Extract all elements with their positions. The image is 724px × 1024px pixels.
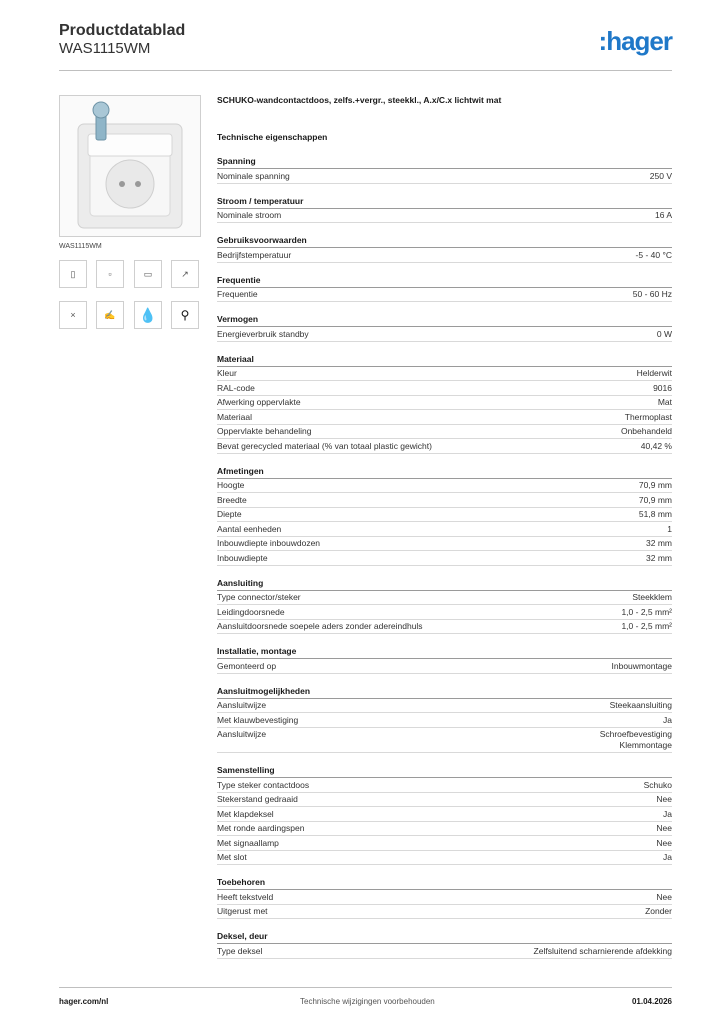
spec-section	[217, 686, 672, 754]
section-title: Toebehoren	[217, 877, 672, 890]
spec-label: Type deksel	[217, 945, 263, 956]
section-title: Aansluiting	[217, 578, 672, 591]
spec-section	[217, 354, 672, 454]
spec-value: Steekaansluiting	[609, 700, 672, 710]
spec-value: Nee	[656, 794, 672, 804]
plug-icon: ▫	[96, 260, 124, 288]
spec-label: Aansluitdoorsnede soepele aders zonder adereindhuls	[217, 621, 423, 631]
spec-row	[217, 209, 672, 224]
spec-section	[217, 156, 672, 184]
spec-value: 0 W	[656, 328, 672, 339]
spec-label: Hoogte	[217, 480, 245, 490]
spec-label: Nominale stroom	[217, 210, 282, 220]
spec-section	[217, 466, 672, 566]
header-divider	[59, 70, 672, 71]
spec-row	[217, 508, 672, 523]
spec-row	[217, 728, 672, 754]
spec-label: Bedrijfstemperatuur	[217, 249, 292, 260]
spec-value: 70,9 mm	[638, 480, 672, 490]
spec-row	[217, 793, 672, 808]
spec-row	[217, 248, 672, 263]
spec-value: Zonder	[645, 906, 672, 916]
spec-section	[217, 235, 672, 263]
spec-value: Nee	[656, 837, 672, 848]
spec-label: Aansluitwijze	[217, 729, 267, 739]
spec-section	[217, 275, 672, 303]
clip-icon: ▯	[59, 260, 87, 288]
spec-label: Kleur	[217, 368, 237, 378]
tech-heading: Technische eigenschappen	[217, 132, 328, 142]
spec-value: 32 mm	[646, 552, 672, 563]
footer-date: 01.04.2026	[631, 997, 672, 1006]
spec-label: RAL-code	[217, 382, 255, 393]
spec-label: Diepte	[217, 509, 242, 519]
spec-label: Aantal eenheden	[217, 523, 282, 534]
spec-value: 40,42 %	[640, 440, 672, 451]
footer-website[interactable]: hager.com/nl	[59, 997, 109, 1006]
spec-label: Oppervlakte behandeling	[217, 426, 312, 436]
spec-table	[217, 95, 672, 971]
spec-value: Schuko	[643, 779, 672, 790]
spec-row	[217, 659, 672, 674]
spec-section	[217, 931, 672, 959]
spec-label: Type connector/steker	[217, 592, 301, 602]
spec-value: 1,0 - 2,5 mm²	[621, 621, 672, 631]
section-title: Materiaal	[217, 354, 672, 367]
hager-logo: :hager	[598, 26, 672, 56]
socket-icon: ▭	[134, 260, 162, 288]
spec-row	[217, 778, 672, 793]
spec-label: Energieverbruik standby	[217, 328, 309, 339]
spec-label: Inbouwdiepte	[217, 552, 268, 563]
hand-tool-icon: ✍	[96, 301, 124, 329]
spec-section	[217, 646, 672, 674]
spec-label: Met signaallamp	[217, 837, 279, 848]
spec-row	[217, 381, 672, 396]
spec-label: Inbouwdiepte inbouwdozen	[217, 538, 321, 548]
spec-value: Nee	[656, 891, 672, 902]
spec-row	[217, 591, 672, 606]
spec-label: Met klapdeksel	[217, 808, 274, 819]
section-title: Stroom / temperatuur	[217, 196, 672, 209]
spec-row	[217, 396, 672, 411]
section-title: Installatie, montage	[217, 646, 672, 659]
spec-value: Ja	[663, 808, 672, 819]
spec-value: 250 V	[649, 170, 672, 181]
footer-divider	[59, 987, 672, 988]
spec-label: Nominale spanning	[217, 170, 290, 181]
section-title: Gebruiksvoorwaarden	[217, 235, 672, 248]
spec-value: 70,9 mm	[638, 494, 672, 505]
spec-label: Afwerking oppervlakte	[217, 397, 301, 407]
spec-value: Thermoplast	[624, 411, 672, 422]
spec-row	[217, 288, 672, 303]
spec-label: Bevat gerecycled materiaal (% van totaal plastic gewicht)	[217, 440, 432, 451]
spec-value: Steekklem	[632, 592, 672, 602]
spec-value: Helderwit	[636, 368, 672, 378]
spec-row	[217, 522, 672, 537]
spec-section	[217, 765, 672, 865]
section-title: Deksel, deur	[217, 931, 672, 944]
page-title: Productdatablad	[59, 22, 186, 39]
spec-value: 1,0 - 2,5 mm²	[621, 606, 672, 617]
spec-row	[217, 905, 672, 920]
arrow-icon: ↗	[171, 260, 199, 288]
spec-row	[217, 439, 672, 454]
spec-row	[217, 836, 672, 851]
spec-label: Met klauwbevestiging	[217, 714, 299, 725]
spec-label: Type steker contactdoos	[217, 779, 310, 790]
spec-label: Stekerstand gedraaid	[217, 794, 298, 804]
spec-row	[217, 493, 672, 508]
spec-value: 16 A	[654, 210, 672, 220]
spec-value: Mat	[657, 397, 672, 407]
spec-value: 1	[667, 523, 672, 534]
spec-label: Uitgerust met	[217, 906, 268, 916]
section-title: Samenstelling	[217, 765, 672, 778]
spec-value: 51,8 mm	[638, 509, 672, 519]
spec-section	[217, 578, 672, 635]
spec-section	[217, 877, 672, 919]
spec-row	[217, 425, 672, 440]
spec-value: 32 mm	[646, 538, 672, 548]
section-title: Frequentie	[217, 275, 672, 288]
spec-label: Materiaal	[217, 411, 252, 422]
spec-row	[217, 890, 672, 905]
product-description: SCHUKO-wandcontactdoos, zelfs.+vergr., steekkl., A.x/C.x lichtwit mat	[217, 95, 502, 105]
footer-disclaimer: Technische wijzigingen voorbehouden	[300, 997, 435, 1006]
spec-section	[217, 196, 672, 224]
spec-value: -5 - 40 °C	[635, 249, 672, 260]
product-code: WAS1115WM	[59, 40, 151, 57]
spec-label: Frequentie	[217, 289, 258, 299]
spec-label: Met ronde aardingspen	[217, 823, 305, 833]
water-drops-icon: 💧	[134, 301, 162, 329]
spec-section	[217, 314, 672, 342]
spec-value: Nee	[656, 823, 672, 833]
spec-value: Ja	[663, 852, 672, 862]
spec-label: Aansluitwijze	[217, 700, 267, 710]
spec-row	[217, 851, 672, 866]
spec-row	[217, 169, 672, 184]
spec-value: Onbehandeld	[620, 426, 672, 436]
section-title: Vermogen	[217, 314, 672, 327]
section-title: Aansluitmogelijkheden	[217, 686, 672, 699]
spec-row	[217, 620, 672, 635]
product-image	[59, 95, 201, 237]
spec-row	[217, 713, 672, 728]
spec-label: Heeft tekstveld	[217, 891, 274, 902]
spec-label: Gemonteerd op	[217, 660, 277, 671]
spec-row	[217, 807, 672, 822]
spec-value: 9016	[653, 382, 672, 393]
spec-row	[217, 551, 672, 566]
spec-label: Leidingdoorsnede	[217, 606, 285, 617]
dot-icon: ×	[59, 301, 87, 329]
spec-row	[217, 605, 672, 620]
section-title: Spanning	[217, 156, 672, 169]
spec-value: Ja	[663, 714, 672, 725]
image-caption: WAS1115WM	[59, 243, 102, 250]
spec-value: 50 - 60 Hz	[632, 289, 672, 299]
spec-row	[217, 479, 672, 494]
screw-terminal-icon: ⚲	[171, 301, 199, 329]
section-title: Afmetingen	[217, 466, 672, 479]
spec-sections	[217, 156, 672, 959]
spec-row	[217, 327, 672, 342]
spec-value: Inbouwmontage	[611, 660, 672, 671]
spec-value: Zelfsluitend scharnierende afdekking	[533, 945, 672, 956]
spec-row	[217, 537, 672, 552]
spec-row	[217, 944, 672, 959]
spec-row	[217, 410, 672, 425]
spec-label: Met slot	[217, 852, 247, 862]
spec-row	[217, 367, 672, 382]
spec-value: Schroefbevestiging Klemmontage	[599, 729, 672, 750]
spec-row	[217, 822, 672, 837]
spec-row	[217, 699, 672, 714]
spec-label: Breedte	[217, 494, 247, 505]
